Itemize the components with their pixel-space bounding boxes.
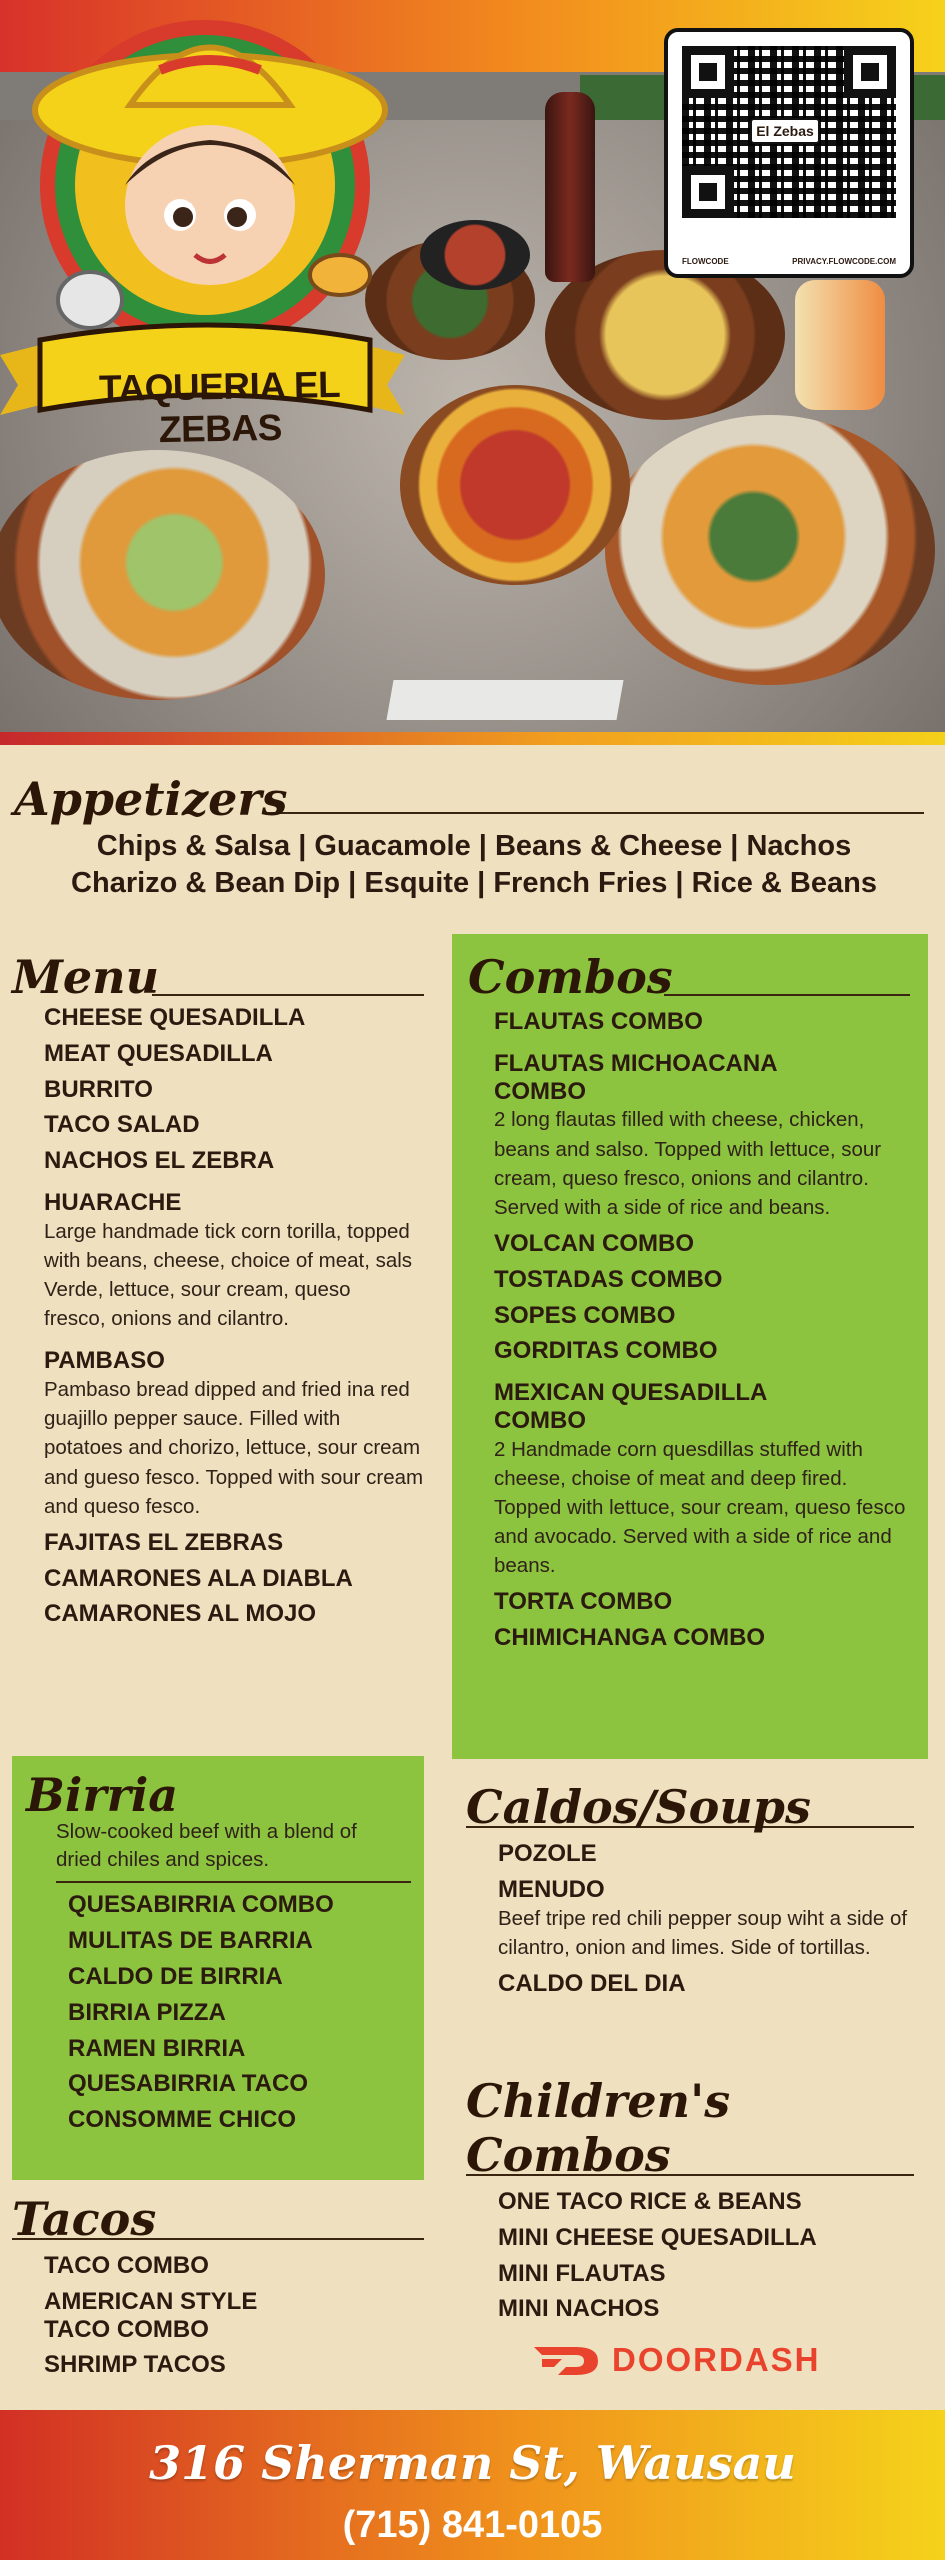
birria-item: BIRRIA PIZZA (68, 1998, 226, 2026)
kids-item: MINI FLAUTAS (498, 2259, 666, 2287)
menu-item: CHEESE QUESADILLA (44, 1004, 306, 1031)
bowl-pozole (400, 385, 630, 585)
qr-code[interactable] (664, 28, 914, 278)
birria-item: CALDO DE BIRRIA (68, 1963, 283, 1990)
doordash-label: DOORDASH (612, 2341, 821, 2378)
tacos-section (12, 2192, 430, 2379)
menu-item: FAJITAS EL ZEBRAS (44, 1528, 284, 1556)
qr-center-label: El Zebas (750, 118, 820, 144)
kids-item: MINI CHEESE QUESADILLA (498, 2223, 817, 2251)
kids-item: ONE TACO RICE & BEANS (498, 2188, 802, 2215)
napkin-utensils (386, 680, 623, 720)
plate-tacos (605, 415, 935, 685)
combo-item-mexican-quesadilla: MEXICAN QUESADILLA COMBO (494, 1379, 767, 1435)
menu-item: CAMARONES AL MOJO (44, 1600, 317, 1628)
appetizers-line-1: Chips & Salsa | Guacamole | Beans & Cheese | Nachos (96, 830, 852, 862)
bowl-salsa (420, 220, 530, 290)
menu-item: BURRITO (44, 1075, 153, 1103)
mexican-quesadilla-description: 2 Handmade corn quesdillas stuffed with cheese, choise of meat and deep fired. Topped with lettuce, sour cream, queso fesco and avocado. Served with a side of rice and beans. (494, 1437, 906, 1578)
soup-item-pozole: POZOLE (498, 1840, 597, 1867)
combo-item-flautas: FLAUTAS COMBO (494, 1008, 703, 1035)
address: 316 Sherman St, Wausau (149, 2436, 796, 2490)
combo-item: SOPES COMBO (494, 1301, 676, 1329)
menu-item: CAMARONES ALA DIABLA (44, 1564, 353, 1592)
combo-item: GORDITAS COMBO (494, 1337, 718, 1365)
appetizers-title: Appetizers (14, 772, 288, 826)
taco-item: TACO COMBO (44, 2252, 209, 2279)
soup-item-caldo-del-dia: CALDO DEL DIA (498, 1969, 686, 1997)
combos-rule (664, 994, 910, 996)
combos-section (452, 934, 928, 1759)
caldos-title: Caldos/Soups (466, 1780, 811, 1834)
michoacana-description: 2 long flautas filled with cheese, chicken, beans and salso. Topped with lettuce, sour cream, queso fresco, onions and cilantro. Served with a side of rice and beans. (494, 1108, 882, 1219)
menu-item: MEAT QUESADILLA (44, 1039, 273, 1067)
soda-bottle (545, 92, 595, 282)
menu-item: TACO SALAD (44, 1111, 200, 1139)
combo-item: VOLCAN COMBO (494, 1229, 694, 1257)
birria-rule (56, 1881, 411, 1883)
qr-footer (682, 257, 896, 266)
pambaso-description: Pambaso bread dipped and fried ina red guajillo pepper sauce. Filled with potatoes and chorizo, lettuce, sour cream and gueso fesco. Topped with sour cream and queso fesco. (44, 1378, 424, 1518)
menu-item-pambaso: PAMBASO (44, 1347, 165, 1375)
menudo-description: Beef tripe red chili pepper soup wiht a side of cilantro, onion and limes. Side of tortillas. (498, 1906, 908, 1959)
caldos-soups-section (466, 1780, 926, 1998)
menu-item: NACHOS EL ZEBRA (44, 1147, 275, 1175)
birria-item: CONSOMME CHICO (68, 2106, 296, 2134)
menu-rule (152, 994, 424, 996)
birria-item: RAMEN BIRRIA (68, 2034, 246, 2062)
menu-item-huarache: HUARACHE (44, 1189, 182, 1217)
qr-finder-bottom-left (682, 166, 734, 218)
birria-section (12, 1756, 424, 2180)
combo-item-michoacana: FLAUTAS MICHOACANA COMBO (494, 1049, 777, 1105)
taco-item: AMERICAN STYLE TACO COMBO (44, 2287, 258, 2343)
logo-brand-text: TAQUERIA EL ZEBAS (98, 363, 341, 451)
phone-number[interactable]: (715) 841-0105 (342, 2504, 603, 2546)
appetizers-list (14, 828, 934, 902)
childrens-combos-title: Children's Combos (466, 2074, 731, 2182)
plate-rice-avocado (0, 450, 325, 700)
sauce-bottles (795, 280, 885, 410)
qr-finder-top-left (682, 46, 734, 98)
combos-title: Combos (468, 950, 673, 1004)
qr-privacy-label: PRIVACY.FLOWCODE.COM (792, 257, 896, 266)
doordash-badge[interactable] (532, 2340, 872, 2380)
footer-banner (0, 2410, 945, 2560)
qr-flowcode-label: FLOWCODE (682, 257, 729, 266)
birria-description: Slow-cooked beef with a blend of dried chiles and spices. (56, 1820, 357, 1871)
appetizers-rule (264, 812, 924, 814)
menu-section (12, 950, 430, 1628)
childrens-combos-section (466, 2074, 926, 2323)
appetizers-line-2: Charizo & Bean Dip | Esquite | French Fries | Rice & Beans (71, 866, 877, 899)
soup-item-menudo: MENUDO (498, 1875, 605, 1903)
menu-title: Menu (12, 950, 160, 1004)
appetizers-section (14, 772, 934, 902)
kids-item: MINI NACHOS (498, 2295, 660, 2323)
doordash-icon (532, 2343, 602, 2377)
combo-item: TOSTADAS COMBO (494, 1265, 723, 1293)
birria-title: Birria (26, 1768, 179, 1822)
combo-item: TORTA COMBO (494, 1588, 673, 1616)
tacos-title: Tacos (12, 2192, 157, 2246)
birria-item: QUESABIRRIA TACO (68, 2070, 308, 2098)
qr-finder-top-right (844, 46, 896, 98)
birria-item: QUESABIRRIA COMBO (68, 1891, 334, 1919)
taco-item: SHRIMP TACOS (44, 2351, 226, 2379)
hero-bottom-stripe (0, 732, 945, 745)
birria-item: MULITAS DE BARRIA (68, 1927, 313, 1955)
combo-item: CHIMICHANGA COMBO (494, 1624, 766, 1652)
huarache-description: Large handmade tick corn torilla, topped with beans, cheese, choice of meat, sals Verde, lettuce, sour cream, queso fresco, onions and cilantro. (44, 1219, 413, 1331)
